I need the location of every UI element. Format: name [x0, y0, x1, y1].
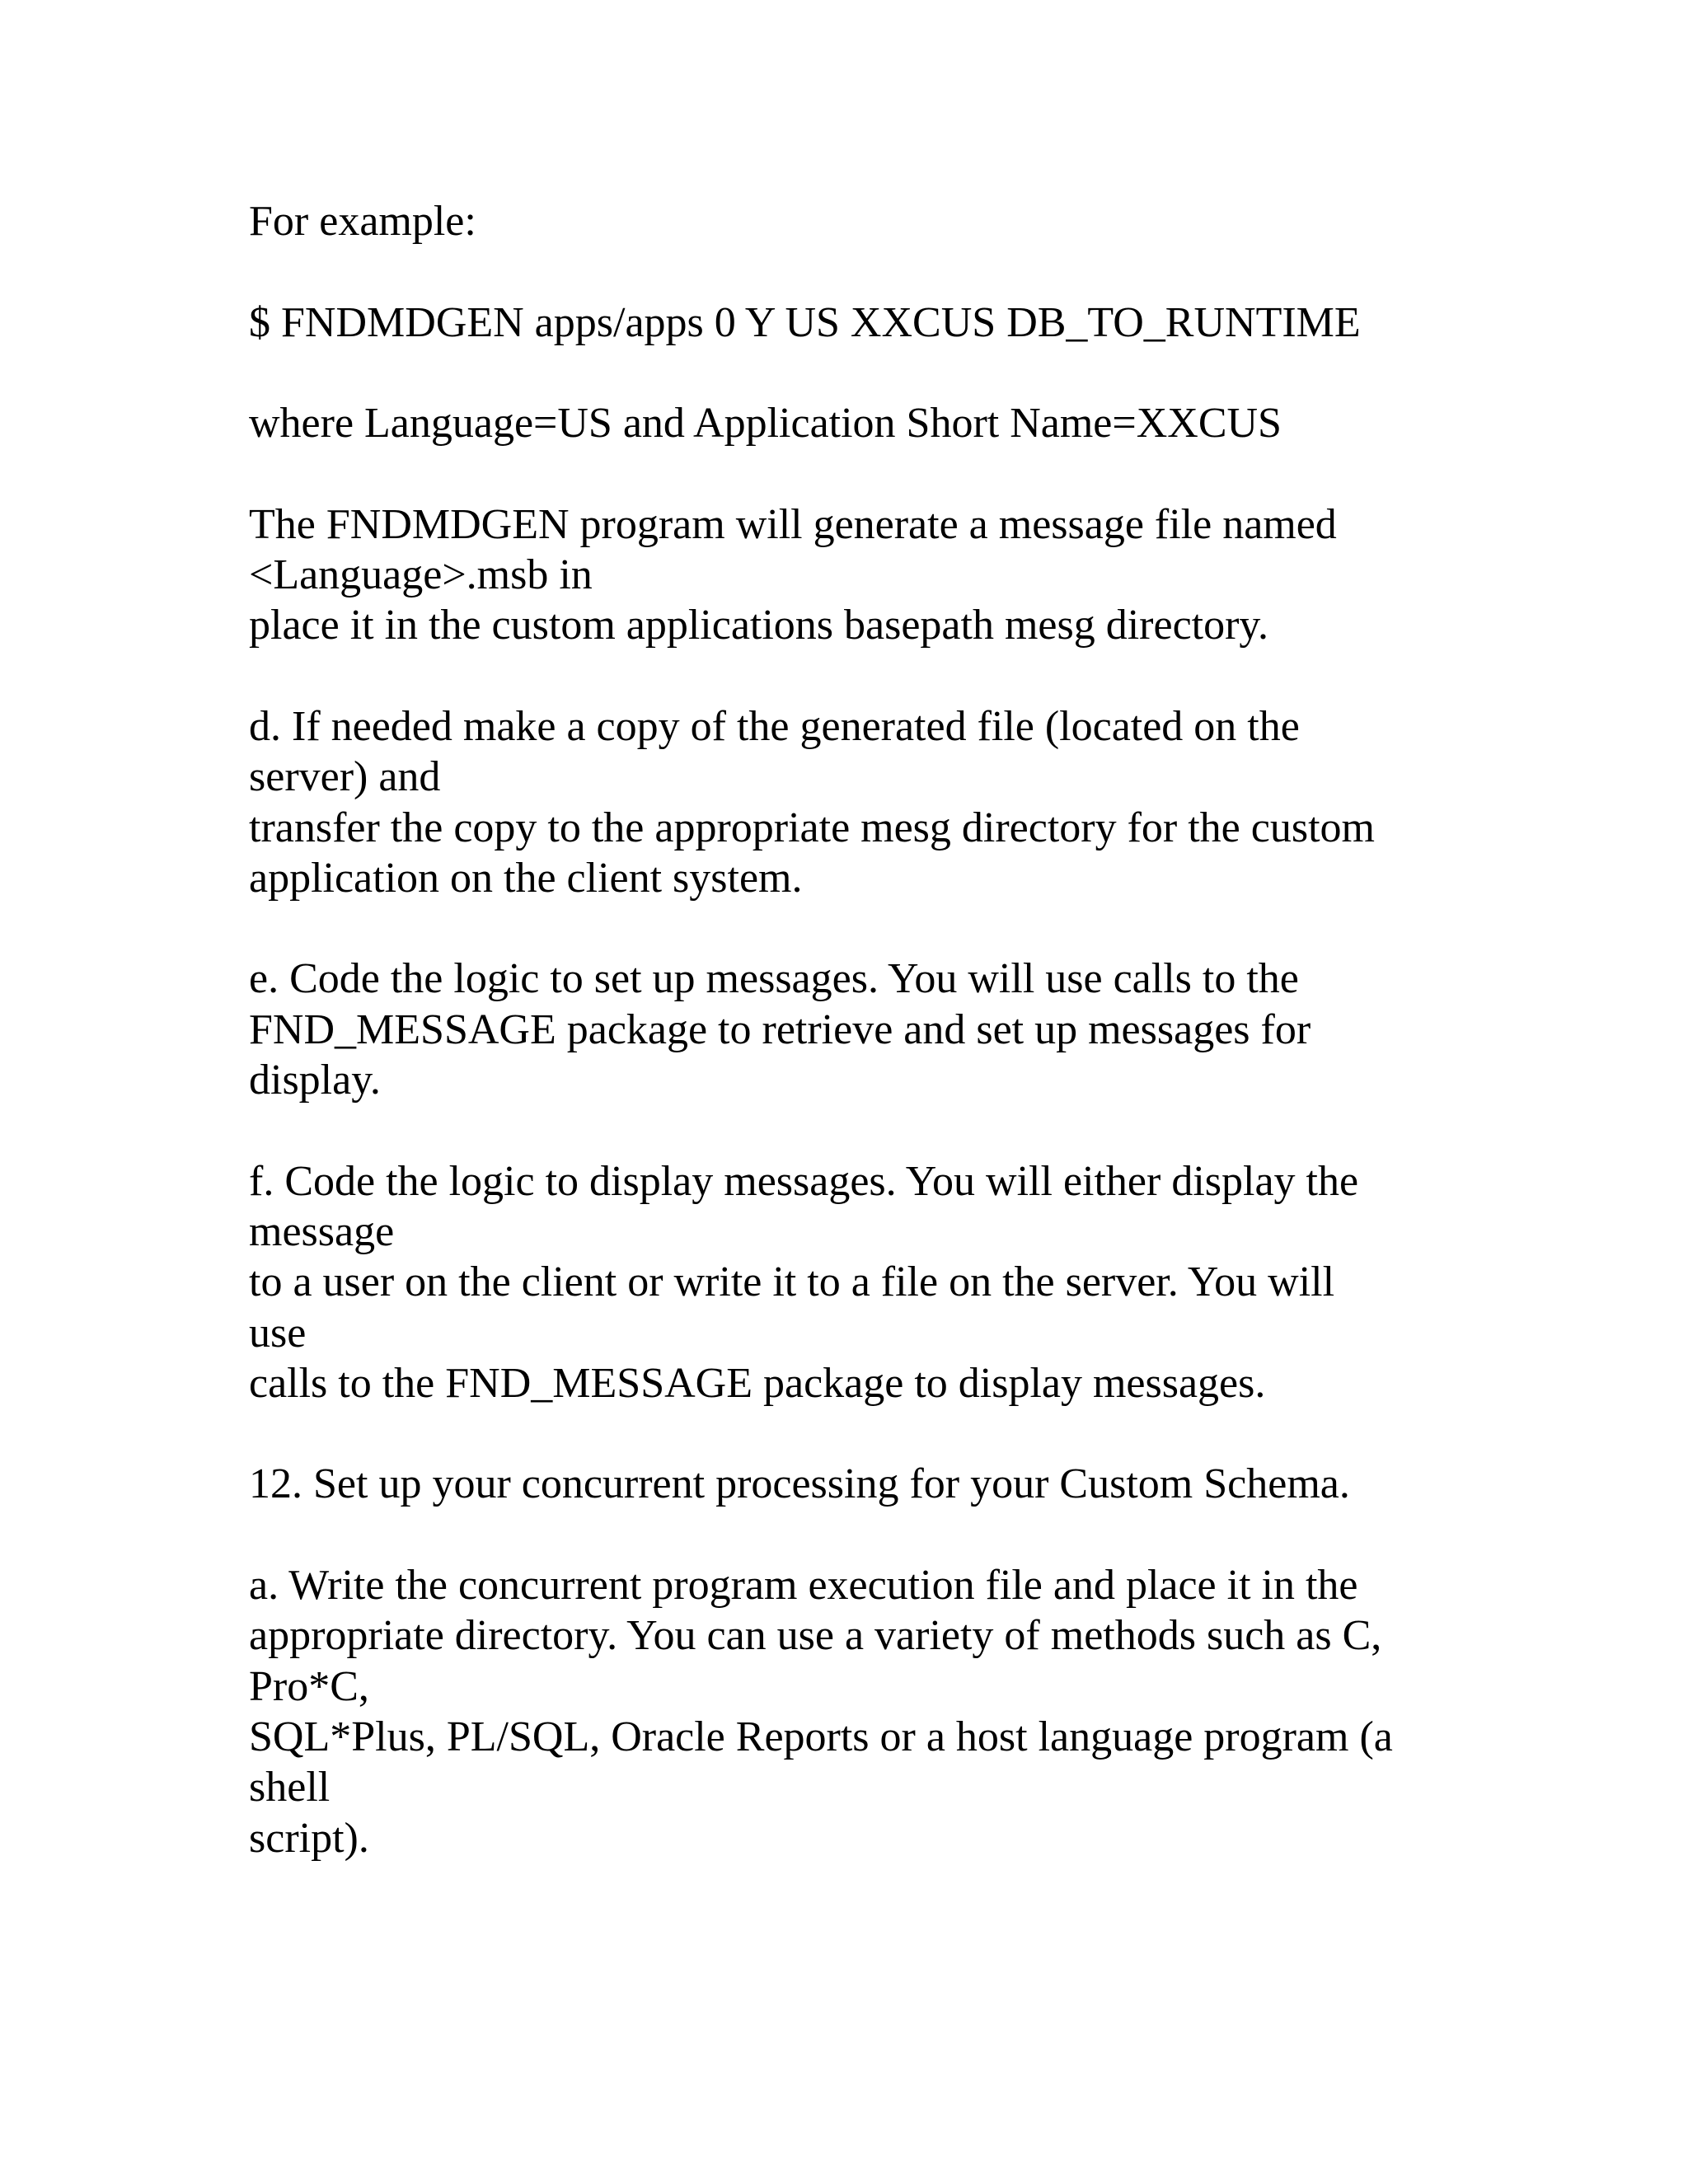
document-body [249, 196, 1535, 1914]
text-line: use [249, 1309, 307, 1357]
paragraph-step-12 [249, 1459, 1535, 1509]
text-line: $ FNDMDGEN apps/apps 0 Y US XXCUS DB_TO_RUNTIME [249, 298, 1361, 346]
paragraph-step-d [249, 701, 1535, 903]
text-line: script). [249, 1814, 369, 1862]
paragraph-step-f [249, 1156, 1535, 1408]
text-line: calls to the FND_MESSAGE package to display messages. [249, 1359, 1266, 1407]
text-line: The FNDMDGEN program will generate a message file named [249, 500, 1337, 548]
paragraph-step-e [249, 954, 1535, 1105]
text-line: place it in the custom applications basepath mesg directory. [249, 602, 1269, 649]
text-line: application on the client system. [249, 854, 803, 902]
text-line: SQL*Plus, PL/SQL, Oracle Reports or a host language program (a [249, 1713, 1393, 1760]
text-line: transfer the copy to the appropriate mesg directory for the custom [249, 804, 1375, 851]
text-line: 12. Set up your concurrent processing for your Custom Schema. [249, 1460, 1350, 1508]
text-line: e. Code the logic to set up messages. You will use calls to the [249, 955, 1299, 1003]
text-line: For example: [249, 198, 476, 245]
paragraph-fndmdgen-program [249, 499, 1535, 651]
text-line: <Language>.msb in [249, 551, 593, 599]
text-line: display. [249, 1057, 381, 1104]
paragraph-command [249, 298, 1535, 348]
paragraph-for-example [249, 196, 1535, 246]
text-line: Pro*C, [249, 1662, 369, 1710]
text-line: f. Code the logic to display messages. You will either display the [249, 1157, 1359, 1205]
paragraph-step-a [249, 1560, 1535, 1863]
text-line: where Language=US and Application Short Name=XXCUS [249, 400, 1282, 448]
paragraph-where [249, 398, 1535, 448]
text-line: shell [249, 1764, 331, 1811]
text-line: a. Write the concurrent program execution file and place it in the [249, 1562, 1358, 1610]
text-line: message [249, 1207, 395, 1255]
text-line: server) and [249, 753, 441, 801]
text-line: FND_MESSAGE package to retrieve and set up messages for [249, 1005, 1311, 1053]
text-line: to a user on the client or write it to a file on the server. You will [249, 1258, 1335, 1306]
text-line: appropriate directory. You can use a variety of methods such as C, [249, 1612, 1382, 1660]
text-line: d. If needed make a copy of the generated file (located on the [249, 702, 1300, 750]
